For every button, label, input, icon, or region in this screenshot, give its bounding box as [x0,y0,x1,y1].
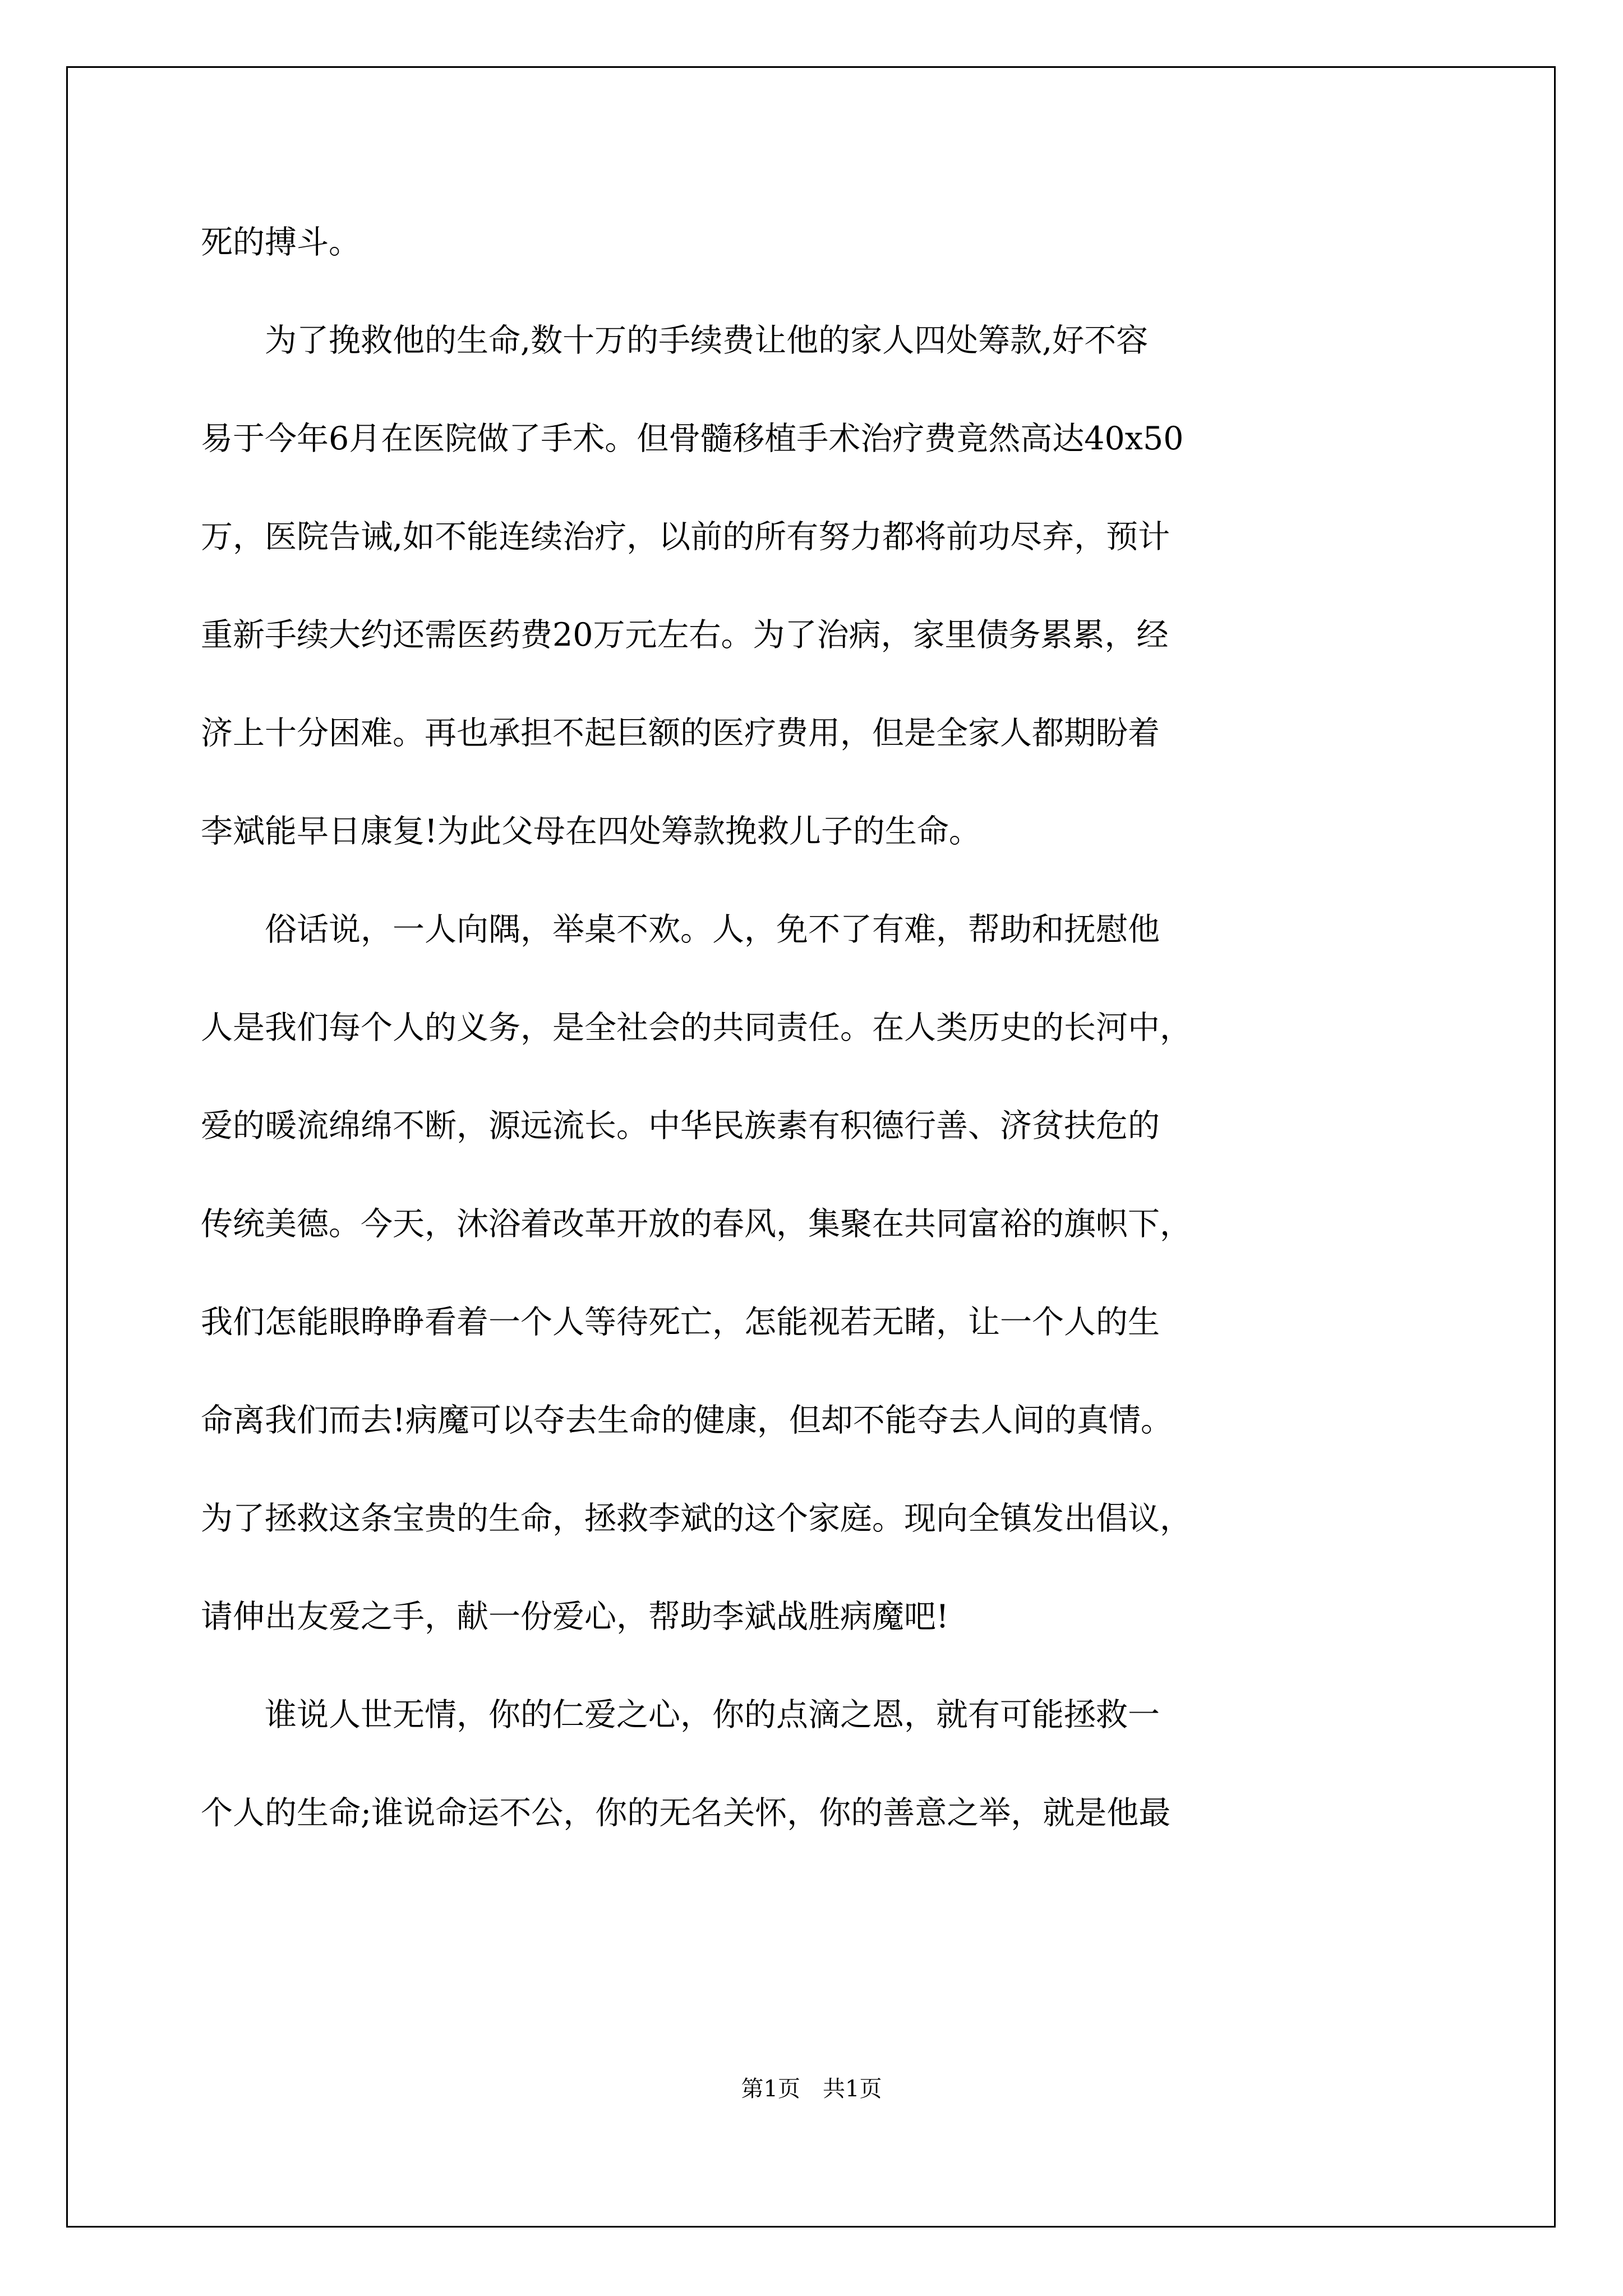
text-line-17: 个人的生命;谁说命运不公，你的无名关怀，你的善意之举，就是他最 [201,1795,1171,1832]
text-line-5: 重新手续大约还需医药费20万元左右。为了治病，家里债务累累，经 [201,616,1169,654]
text-line-9: 人是我们每个人的义务，是全社会的共同责任。在人类历史的长河中， [201,1009,1192,1046]
page-number-footer: 第1页 共1页 [741,2076,882,2102]
text-line-7: 李斌能早日康复!为此父母在四处筹款挽救儿子的生命。 [201,813,981,850]
text-line-14: 为了拯救这条宝贵的生命，拯救李斌的这个家庭。现向全镇发出倡议， [201,1500,1192,1537]
text-line-3: 易于今年6月在医院做了手术。但骨髓移植手术治疗费竟然高达40x50 [201,420,1184,457]
text-line-13: 命离我们而去!病魔可以夺去生命的健康，但却不能夺去人间的真情。 [201,1402,1173,1439]
text-line-1: 死的搏斗。 [201,224,361,261]
text-line-11: 传统美德。今天，沐浴着改革开放的春风，集聚在共同富裕的旗帜下， [201,1205,1192,1243]
text-line-10: 爱的暖流绵绵不断，源远流长。中华民族素有积德行善、济贫扶危的 [201,1107,1160,1144]
text-line-2: 为了挽救他的生命,数十万的手续费让他的家人四处筹款,好不容 [201,322,1149,359]
text-line-8: 俗话说，一人向隅，举桌不欢。人，免不了有难，帮助和抚慰他 [201,911,1160,948]
text-line-15: 请伸出友爱之手，献一份爱心，帮助李斌战胜病魔吧! [201,1598,949,1635]
text-line-6: 济上十分困难。再也承担不起巨额的医疗费用，但是全家人都期盼着 [201,715,1160,752]
text-line-12: 我们怎能眼睁睁看着一个人等待死亡，怎能视若无睹，让一个人的生 [201,1304,1160,1341]
text-line-4: 万，医院告诫,如不能连续治疗，以前的所有努力都将前功尽弃，预计 [201,518,1170,555]
text-line-16: 谁说人世无情，你的仁爱之心，你的点滴之恩，就有可能拯救一 [201,1696,1160,1733]
